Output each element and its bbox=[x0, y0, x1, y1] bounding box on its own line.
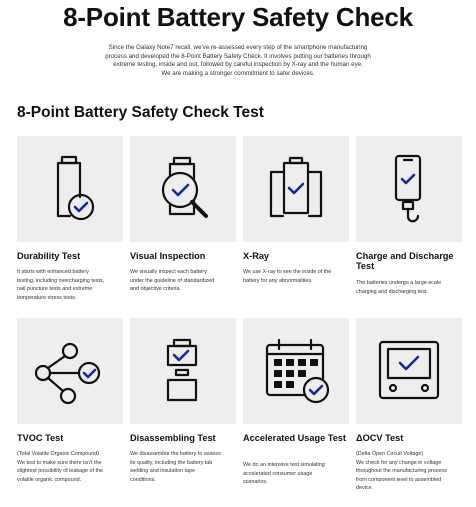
desc-line: It starts with enhanced battery bbox=[17, 269, 89, 275]
disassembled-battery-icon bbox=[130, 318, 236, 424]
intro-line: We are making a stronger commitment to safer devices. bbox=[161, 69, 315, 77]
desc-line: and objective criteria. bbox=[130, 286, 181, 292]
desc-line: conditions. bbox=[130, 476, 156, 483]
test-title: Visual Inspection bbox=[130, 251, 206, 261]
desc-line: testing, including overcharging tests, bbox=[17, 277, 105, 284]
desc-line: from component level to assembled bbox=[356, 476, 442, 483]
test-description bbox=[130, 450, 234, 484]
icon-tile bbox=[17, 318, 123, 424]
molecule-check-icon bbox=[17, 318, 123, 424]
section-title: 8-Point Battery Safety Check Test bbox=[17, 104, 264, 121]
test-description bbox=[130, 268, 234, 294]
intro-line: extreme testing, inside and out, followed by careful inspection by X-ray and the human eye. bbox=[113, 61, 363, 69]
desc-line: We test to make sure there isn't the bbox=[17, 459, 102, 466]
test-title: Accelerated Usage Test bbox=[243, 433, 346, 443]
icon-tile bbox=[17, 136, 123, 242]
icon-tile bbox=[356, 318, 462, 424]
desc-line: We disassemble the battery to assess bbox=[130, 451, 221, 457]
desc-line: accelerated consumer usage bbox=[243, 470, 313, 477]
desc-line: nail puncture tests and extreme bbox=[17, 286, 93, 292]
desc-line: scenarios. bbox=[243, 479, 268, 485]
test-description bbox=[356, 450, 460, 493]
test-title: Disassembling Test bbox=[130, 433, 216, 443]
battery-check-icon bbox=[17, 136, 123, 242]
desc-line: throughout the manufacturing process bbox=[356, 468, 447, 474]
icon-tile bbox=[356, 136, 462, 242]
test-title: Charge and Discharge Test bbox=[356, 251, 454, 271]
intro-text bbox=[95, 44, 381, 78]
icon-tile bbox=[243, 136, 349, 242]
test-description bbox=[17, 450, 121, 484]
xray-battery-icon bbox=[243, 136, 349, 242]
phone-charging-icon bbox=[356, 136, 462, 242]
test-title: ΔOCV Test bbox=[356, 433, 404, 443]
desc-line: its quality, including the battery tab bbox=[130, 459, 213, 466]
desc-line: We use X-ray to see the inside of the bbox=[243, 269, 332, 275]
desc-line: (Delta Open Circuit Voltage) bbox=[356, 451, 424, 457]
desc-line: We check for any change in voltage bbox=[356, 459, 442, 466]
desc-line: welding and insulation tape bbox=[130, 468, 196, 474]
desc-line: charging and discharging test. bbox=[356, 288, 428, 295]
intro-line: process and developed the 8-Point Battery Safety Check. It involves putting our batteries through bbox=[105, 52, 371, 60]
desc-line: battery for any abnormalities. bbox=[243, 277, 313, 284]
page-title: 8-Point Battery Safety Check bbox=[63, 2, 413, 32]
test-title: Durability Test bbox=[17, 251, 81, 261]
test-title: X-Ray bbox=[243, 251, 270, 261]
desc-line: temperature stress tests. bbox=[17, 294, 77, 301]
meter-check-icon bbox=[356, 318, 462, 424]
test-description bbox=[243, 268, 347, 285]
desc-line: volatile organic compound. bbox=[17, 476, 82, 483]
desc-line: under the guideline of standardized bbox=[130, 277, 215, 284]
intro-line: Since the Galaxy Note7 recall, we've re-assessed every step of the smartphone manufacturing bbox=[108, 44, 368, 51]
icon-tile bbox=[130, 136, 236, 242]
test-description bbox=[17, 268, 121, 302]
calendar-check-icon bbox=[243, 318, 349, 424]
desc-line: We do an intensive test simulating bbox=[243, 462, 325, 468]
icon-tile bbox=[243, 318, 349, 424]
desc-line: We visually inspect each battery bbox=[130, 269, 207, 275]
desc-line: The batteries undergo a large-scale bbox=[356, 280, 442, 286]
desc-line: slightest possibility of leakage of the bbox=[17, 468, 104, 474]
test-description bbox=[243, 461, 347, 487]
desc-line: (Total Volatile Organic Compound) bbox=[17, 451, 100, 457]
test-title: TVOC Test bbox=[17, 433, 64, 443]
desc-line: device. bbox=[356, 485, 374, 491]
magnifier-battery-icon bbox=[130, 136, 236, 242]
icon-tile bbox=[130, 318, 236, 424]
test-description bbox=[356, 279, 460, 296]
